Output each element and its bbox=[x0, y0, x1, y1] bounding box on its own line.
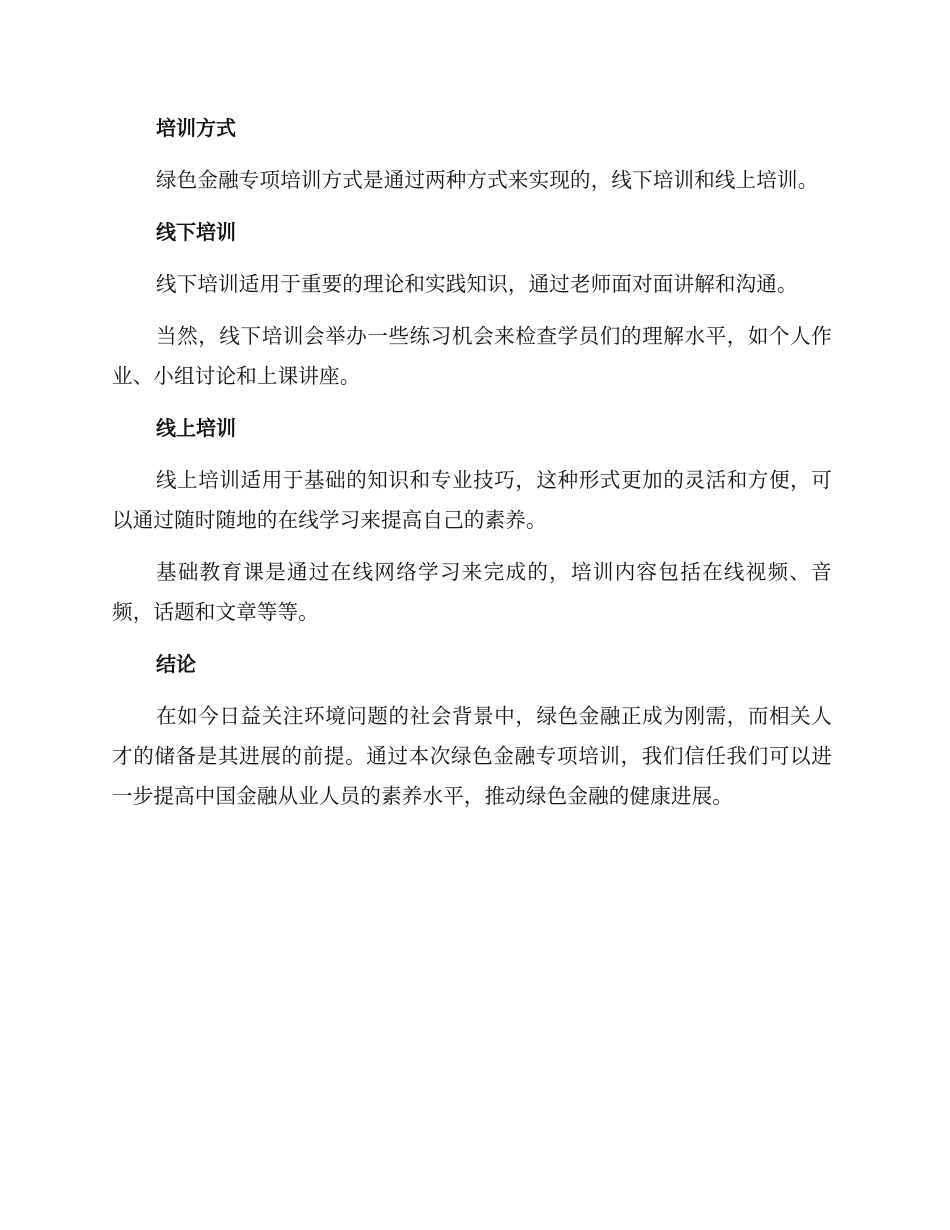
section-heading: 线上培训 bbox=[156, 416, 236, 440]
document-page bbox=[112, 108, 832, 828]
paragraph: 绿色金融专项培训方式是通过两种方式来实现的，线下培训和线上培训。 bbox=[156, 168, 819, 192]
paragraph: 线下培训适用于重要的理论和实践知识，通过老师面对面讲解和沟通。 bbox=[156, 272, 798, 296]
section-heading: 结论 bbox=[156, 652, 196, 676]
section-heading: 培训方式 bbox=[156, 116, 236, 140]
section-heading: 线下培训 bbox=[156, 220, 236, 244]
paragraph: 线上培训适用于基础的知识和专业技巧，这种形式更加的灵活和方便，可以通过随时随地的在线学习来提高自己的素养。 bbox=[112, 468, 832, 532]
section-conclusion bbox=[112, 644, 832, 816]
section-online-training bbox=[112, 408, 832, 632]
section-offline-training bbox=[112, 212, 832, 396]
paragraph: 当然，线下培训会举办一些练习机会来检查学员们的理解水平，如个人作业、小组讨论和上课讲座。 bbox=[112, 324, 832, 388]
paragraph: 基础教育课是通过在线网络学习来完成的，培训内容包括在线视频、音频，话题和文章等等。 bbox=[112, 560, 832, 624]
section-training-methods bbox=[112, 108, 832, 200]
paragraph: 在如今日益关注环境问题的社会背景中，绿色金融正成为刚需，而相关人才的储备是其进展的前提。通过本次绿色金融专项培训，我们信任我们可以进一步提高中国金融从业人员的素养水平，推动绿色金融的健康进展。 bbox=[112, 704, 832, 808]
